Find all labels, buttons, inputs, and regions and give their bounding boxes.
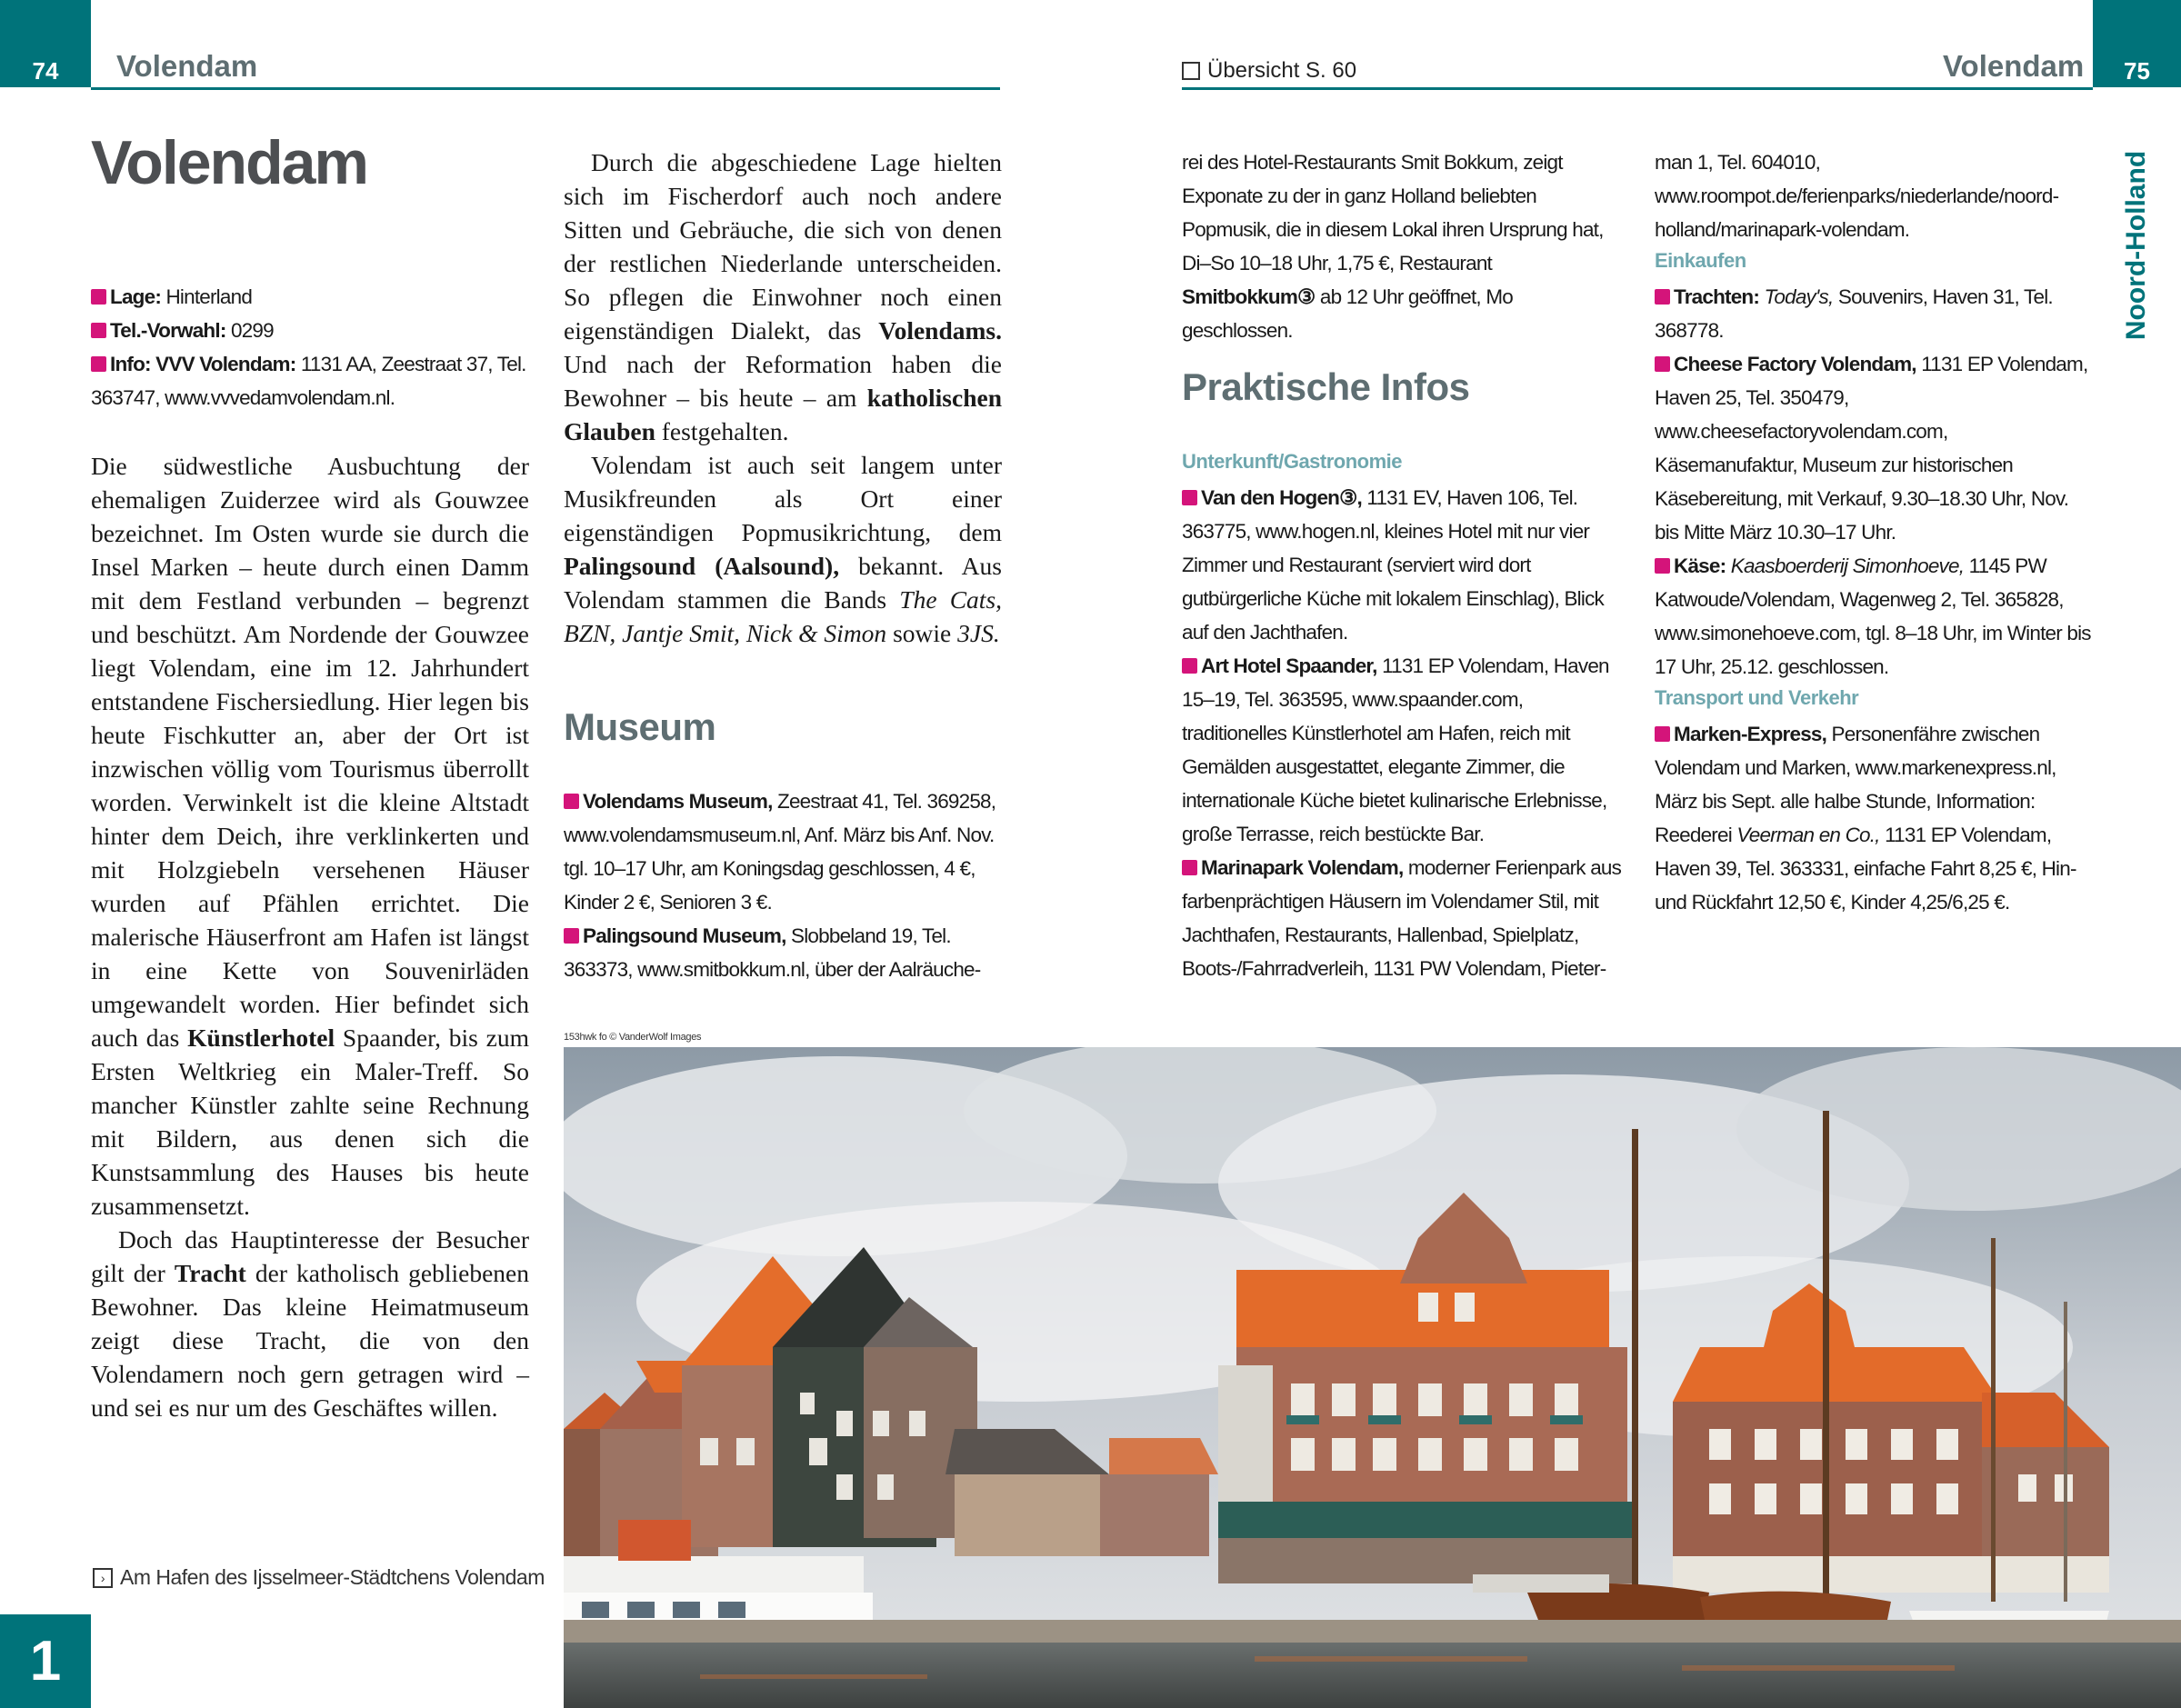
photo-caption bbox=[93, 1565, 545, 1590]
caption-arrow-icon: › bbox=[93, 1568, 113, 1588]
paragraph-intro: Die südwestliche Ausbuchtung der ehemaligen Zuiderzee wird als Gouwzee bezeichnet. Im Osten wurde sie durch die Insel Marken – heute durch einen Damm mit dem Festland verbunden – begrenzt und beschützt. Am Nordende der Gouwzee liegt Volendam, eine im 12. Jahrhundert entstandene Fischersiedlung. Hier legen bis heute Fischkutter an, aber der Ort ist inzwischen völlig vom Tourismus überrollt worden. Verwinkelt ist die kleine Altstadt hinter dem Deich, ihre verklinkerten und mit Holzgiebeln versehenen Häuser wurden auf Pfählen errichtet. Die malerische Häuserfront am Hafen ist längst in eine Kette von Souvenirläden umgewandelt worden. Hier befindet sich auch das Künstlerhotel Spaander, bis zum Ersten Weltkrieg ein Maler-Treff. So mancher Künstler zahlte seine Rechnung mit Bildern, aus denen sich die Kunstsammlung des Hauses bis heute zusammensetzt. bbox=[91, 452, 530, 1220]
fact-lage: Lage: Hinterland bbox=[91, 280, 527, 314]
bullet-icon bbox=[1182, 860, 1197, 875]
side-tab bbox=[2109, 150, 2164, 341]
bullet-icon bbox=[91, 323, 106, 338]
hotel-entry-hogen: Van den Hogen③, 1131 EV, Haven 106, Tel. 363775, www.hogen.nl, kleines Hotel mit nur vier Zimmer und Restaurant (serviert wird dort gutbürgerliche Küche mit lokalem Einschlag), Blick auf den Jachthafen. bbox=[1182, 486, 1604, 644]
einkaufen-list bbox=[1655, 280, 2093, 684]
page-number-right-text: 75 bbox=[2124, 56, 2150, 85]
running-title-right: Volendam bbox=[1943, 49, 2085, 83]
museum-entry-palingsound: Palingsound Museum, Slobbeland 19, Tel. 363373, www.smitbokkum.nl, über der Aalräuche- bbox=[564, 924, 981, 981]
photo-credit: 153hwk fo © VanderWolf Images bbox=[564, 1032, 702, 1043]
shop-entry-trachten: Trachten: Today's, Souvenirs, Haven 31, Tel. 368778. bbox=[1655, 285, 2053, 342]
shop-entry-cheese-factory: Cheese Factory Volendam, 1131 EP Volendam, Haven 25, Tel. 350479, www.cheesefactoryvolendam.com, Käsemanufaktur, Museum zur historischen Käsebereitung, mit Verkauf, 9.30–18.30 Uhr, Nov. bis Mitte März 10.30–17 Uhr. bbox=[1655, 353, 2088, 544]
bullet-icon bbox=[1182, 490, 1197, 505]
bullet-icon bbox=[1655, 289, 1670, 305]
header-rule-right bbox=[1182, 87, 2093, 90]
chapter-tab bbox=[0, 1614, 91, 1708]
hotel-entry-spaander: Art Hotel Spaander, 1131 EP Volendam, Haven 15–19, Tel. 363595, www.spaander.com, traditionelles Künstlerhotel am Hafen, reich mit Gemälden ausgestattet, elegante Zimmer, die internationale Küche bietet kulinarische Erlebnisse, große Terrasse, reich bestückte Bar. bbox=[1182, 654, 1609, 845]
hotel-entry-marinapark: Marinapark Volendam, moderner Ferienpark aus farbenprächtigen Häusern im Volendamer Stil, mit Jachthafen, Restaurants, Hallenbad, Spielplatz, Boots-/Fahrradverleih, 1131 PW Volendam, Pieter- bbox=[1182, 856, 1622, 980]
harbor-photo-illustration bbox=[564, 1047, 2181, 1708]
harbor-photo bbox=[564, 1047, 2181, 1708]
marinapark-continuation: man 1, Tel. 604010, www.roompot.de/ferienparks/niederlande/noord-holland/marinapark-volendam. bbox=[1655, 151, 2059, 241]
bullet-icon bbox=[1655, 356, 1670, 372]
header-rule-left bbox=[91, 87, 1000, 90]
chapter-tab-number: 1 bbox=[29, 1630, 62, 1693]
page-number-right bbox=[2093, 0, 2181, 87]
side-tab-label: Noord-Holland bbox=[2121, 150, 2151, 341]
transport-entry-marken-express: Marken-Express, Personenfähre zwischen Volendam und Marken, www.markenexpress.nl, März bis Sept. alle halbe Stunde, Information: Reederei Veerman en Co., 1131 EP Volendam, Haven 39, Tel. 363331, einfache Fahrt 8,25 €, Hin- und Rückfahrt 12,50 €, Kinder 4,25/6,25 €. bbox=[1655, 723, 2076, 914]
bullet-icon bbox=[1655, 558, 1670, 574]
transport-heading: Transport und Verkehr bbox=[1655, 686, 1859, 709]
page-number-left bbox=[0, 0, 91, 87]
paragraph-tracht: Doch das Hauptinteresse der Besucher gilt der Tracht der katholisch gebliebenen Bewohner. Das kleine Heimatmuseum zeigt diese Tracht, die von den Volendamern noch gern getragen wird – und sei es nur um des Geschäftes willen. bbox=[91, 1225, 529, 1422]
caption-text: Am Hafen des Ijsselmeer-Städtchens Volendam bbox=[120, 1565, 545, 1589]
running-title-left: Volendam bbox=[116, 49, 258, 83]
unterkunft-heading: Unterkunft/Gastronomie bbox=[1182, 450, 1403, 473]
paragraph-sitten: Durch die abgeschiedene Lage hielten sich im Fischerdorf auch noch andere Sitten und Gebräuche, die sich von denen der restlichen Niederlande unterscheiden. So pflegen die Einwohner noch einen eigenständigen Dialekt, das Volendams. Und nach der Reformation haben die Bewohner – bis heute – am katholischen Glauben festgehalten. bbox=[564, 148, 1003, 445]
unterkunft-list bbox=[1182, 481, 1622, 985]
paragraph-popmusik: Volendam ist auch seit langem unter Musikfreunden als Ort einer eigenständigen Popmusikrichtung, dem Palingsound (Aalsound), bekannt. Aus Volendam stammen die Bands The Cats, BZN, Jantje Smit, Nick & Simon sowie 3JS. bbox=[564, 451, 1003, 647]
bullet-icon bbox=[1655, 726, 1670, 742]
transport-list bbox=[1655, 717, 2093, 919]
overview-link-text: Übersicht S. 60 bbox=[1207, 58, 1357, 83]
palingsound-continuation: rei des Hotel-Restaurants Smit Bokkum, zeigt Exponate zu der in ganz Holland beliebten Popmusik, die in diesem Lokal ihren Ursprung hat, Di–So 10–18 Uhr, 1,75 €, Restaurant Smitbokkum③ ab 12 Uhr geöffnet, Mo geschlossen. bbox=[1182, 151, 1604, 342]
bullet-icon bbox=[1182, 658, 1197, 674]
facts-box bbox=[91, 280, 527, 415]
column-2-body bbox=[564, 145, 1002, 650]
checkbox-icon bbox=[1182, 62, 1200, 80]
museum-entry-volendams: Volendams Museum, Zeestraat 41, Tel. 369258, www.volendamsmuseum.nl, Anf. März bis Anf. Nov. tgl. 10–17 Uhr, am Koningsdag geschlossen, 4 €, Kinder 2 €, Senioren 3 €. bbox=[564, 790, 996, 914]
bullet-icon bbox=[564, 928, 579, 944]
einkaufen-heading: Einkaufen bbox=[1655, 249, 1746, 272]
column-4-continuation bbox=[1655, 145, 2093, 246]
museum-heading: Museum bbox=[564, 705, 716, 748]
fact-info: Info: VVV Volendam: 1131 AA, Zeestraat 37, Tel. 363747, www.vvvedamvolendam.nl. bbox=[91, 353, 526, 409]
column-1-body bbox=[91, 449, 529, 1424]
praktische-infos-heading: Praktische Infos bbox=[1182, 365, 1470, 408]
fact-vorwahl: Tel.-Vorwahl: 0299 bbox=[91, 314, 527, 347]
overview-link[interactable] bbox=[1182, 58, 1356, 84]
page-number-left-text: 74 bbox=[32, 56, 59, 85]
museum-list bbox=[564, 784, 1004, 986]
shop-entry-kaese: Käse: Kaasboerderij Simonhoeve, 1145 PW Katwoude/Volendam, Wagenweg 2, Tel. 365828, www.simonehoeve.com, tgl. 8–18 Uhr, im Winter bis 17 Uhr, 25.12. geschlossen. bbox=[1655, 554, 2091, 678]
column-3-continuation bbox=[1182, 145, 1622, 347]
bullet-icon bbox=[91, 356, 106, 372]
article-title: Volendam bbox=[91, 128, 367, 197]
bullet-icon bbox=[564, 794, 579, 809]
bullet-icon bbox=[91, 289, 106, 305]
